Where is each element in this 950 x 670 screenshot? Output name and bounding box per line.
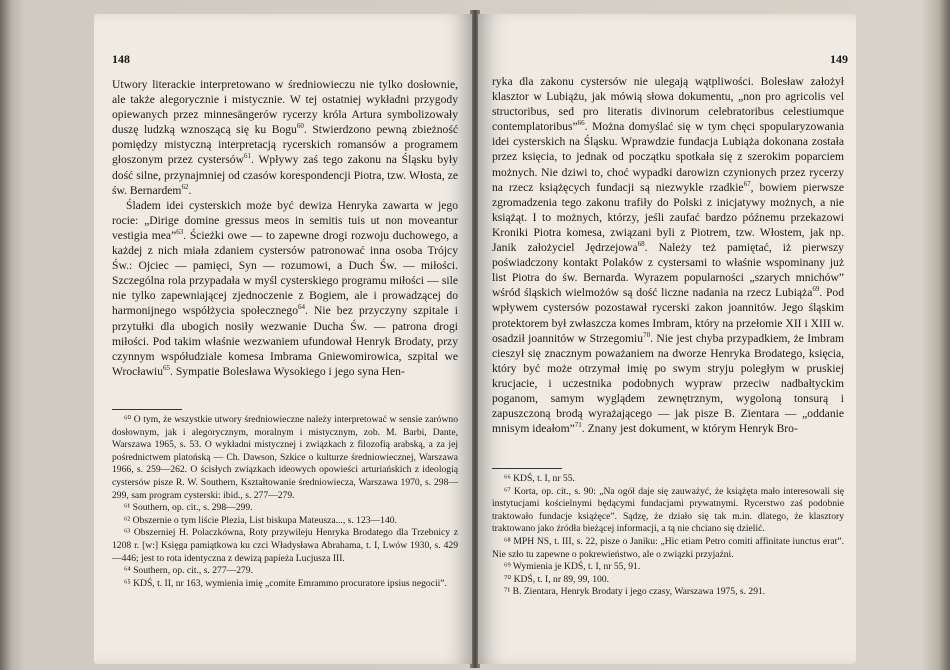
footnote: ⁶¹ Southern, op. cit., s. 298—299.: [124, 502, 253, 514]
left-page: [94, 14, 472, 664]
footnote-ref: 70: [643, 330, 651, 339]
main-text: [492, 74, 844, 436]
right-page: [478, 14, 856, 664]
footnote: ⁶⁴ Southern, op. cit., s. 277—279.: [124, 565, 254, 577]
footnote-ref: 62: [181, 182, 189, 191]
footnote: ⁷⁰ KDŚ, t. I, nr 89, 99, 100.: [504, 573, 609, 585]
footnote-ref: 66: [577, 119, 585, 128]
footnote-ref: 65: [163, 363, 171, 372]
footnote: ⁶⁵ KDŚ, t. II, nr 163, wymienia imię „comite Emrammo procuratore ipsius negocii”.: [124, 577, 447, 589]
footnote-ref: 68: [637, 240, 645, 249]
footnote: ⁷¹ B. Zientara, Henryk Brodaty i jego czasy, Warszawa 1975, s. 291.: [504, 586, 766, 598]
footnote-ref: 61: [243, 152, 251, 161]
footnote: ⁶⁷ Korta, op. cit., s. 90: „Na ogół daje się zauważyć, że książęta mało interesowali się instytucjami kościelnymi będącymi fundacjami prywatnymi. Rycerstwo zaś podobnie traktowało fundacje książęce”. Sądzę, że działo się tak m.in. dlatego, że klasztory traktowano jako źródła bieżącej informacji, a tą nie chciano się dzielić.: [492, 485, 844, 535]
footnote: ⁶⁶ KDŚ, t. I, nr 55.: [504, 473, 575, 484]
footnote: ⁶² Obszernie o tym liście Plezia, List biskupa Mateusza..., s. 123—140.: [124, 514, 397, 526]
page-number: 149: [830, 52, 848, 66]
paragraph: Utwory literackie interpretowano w średniowieczu nie tylko dosłownie, ale także alegorycznie i mistycznie. W tej ostatniej wykładni przygody opiewanych przez minnesängerów rycerzy króla Artura symbolizowały duszę ludzką wznoszącą się ku Bogu$^{60}$. Stwierdzono pewną zbieżność pomiędzy mistyczną interpretacją rycerskich romansów a programem głoszonym przez cystersów$^{61}$. Wpływy zaś tego zakonu na Śląsku były dość silne, przynajmniej od czasów korespondencji Piotra, tzw. Włosta, ze św. Bernardem$^{62}$.: [112, 78, 458, 197]
footnote-ref: 67: [743, 179, 751, 188]
main-text: [112, 77, 458, 379]
paragraph: ryka dla zakonu cystersów nie ulegają wątpliwości. Bolesław założył klasztor w Lubiążu, jak mówią słowa dokumentu, „non pro agricolis vel structoribus, sed pro literatis divinorum celebratoribus celestiumque contemplatoribus”$^{66}$. Można domyślać się w tym chęci spopularyzowania idei cysterskich na Śląsku. Wprawdzie fundacja Lubiąża dokonana została przez księcia, to jednak od początku spotkała się z szerokim poparciem możnych. Nie dziwi to, choć wypadki darowizn czynionych przez rycerzy na rzecz książęcych fundacji są niezwykle rzadkie$^{67}$, bowiem pierwsze zgromadzenia tego zakonu trafiły do Polski z inicjatywy możnych, a nie książąt. I to możnych, którzy, jeśli zaufać bardzo późnemu przekazowi Kroniki Piotra komesa, związani byli z Piotrem, tzw. Włostem, jak np. Janik założyciel Jędrzejowa$^{68}$. Należy też pamiętać, iż pierwszy poświadczony kontakt Polaków z cystersami to właśnie wspominany już list Piotra do św. Bernarda. Wyrazem popularności „szarych mnichów” wśród śląskich wielmożów są dość liczne nadania na rzecz Lubiąża$^{69}$. Pod wpływem cystersów pozostawał rycerski zakon joannitów. Jego śląskim protektorem był zwłaszcza komes Imbram, który na przełomie XII i XIII w. osadził joannitów w Strzegomiu$^{70}$. Nie jest chyba przypadkiem, że Imbram cieszył się znacznym poważaniem na dworze Henryka Brodatego, księcia, który być może otrzymał imię po swym stryju poległym w pruskiej krucjacie, i uczestnika podobnych wypraw przeciw nadbałtyckim poganom, samym wyglądem zewnętrznym, wygoloną tonsurą i zapuszczoną brodą wyrażającego — jak pisze B. Zientara — „oddanie mnisym ideałom”$^{71}$. Znany jest dokument, w którym Henryk Bro-: [492, 75, 845, 436]
footnote-ref: 71: [574, 421, 582, 430]
footnotes: [492, 473, 844, 599]
footnote: ⁶³ Obszerniej H. Polaczkówna, Roty przywileju Henryka Brodatego dla Trzebnicy z 1208 r. [w:] Księga pamiątkowa ku czci Władysława Abrahama, t. I, Lwów 1930, s. 429—446; jest to rota identyczna z dewizą papieża Lucjusza III.: [112, 527, 458, 564]
footnote-ref: 60: [296, 122, 304, 131]
footnote-separator: [492, 468, 562, 469]
footnote-separator: [112, 409, 182, 410]
footnotes: [112, 414, 458, 590]
page-number: 148: [112, 52, 130, 66]
footnote: ⁶⁰ O tym, że wszystkie utwory średniowieczne należy interpretować w sensie zarówno dosłownym, jak i alegorycznym, moralnym i mistycznym, zob. M. Barbi, Dante, Warszawa 1965, s. 53. O wykładni mistycznej i związkach z filozofią arabską, a za jej pośrednictwem platońską — Ch. Dawson, Szkice o kulturze średniowiecznej, Warszawa 1966, s. 259—262. O ścisłych związkach ideowych opowieści arturiańskich z ideologią cystersów pisze R. W. Southern, Kształtowanie średniowiecza, Warszawa 1970, s. 298—299, sam program cysterski: ibid., s. 277—279.: [112, 414, 458, 501]
footnote-ref: 63: [176, 228, 184, 237]
footnote-ref: 64: [298, 303, 305, 312]
paragraph: Śladem idei cysterskich może być dewiza Henryka zawarta w jego rocie: „Dirige domine gressus meos in semitis tuis ut non moveantur vestigia mea”$^{63}$. Ścieżki owe — to zapewne drogi rozwoju duchowego, a każdej z nich miała zdaniem cystersów patronować inna osoba Trójcy Św.: Ojciec — pamięci, Syn — rozumowi, a Duch Św. — miłości. Szczególna rola przypadała w myśl cysterskiego programu miłości — sile nie tylko zapewniającej zjednoczenie z Bogiem, ale i prowadzącej do harmonijnego współżycia społecznego$^{64}$. Nie bez przyczyny szpitale i przytułki dla ubogich nosiły wezwanie Ducha Św. — patrona drogi miłości. Pod takim właśnie wezwaniem ufundował Henryk Brodaty, przy czynnym współudziale komesa Imbrama Gniewomirowica, szpital we Wrocławiu$^{65}$. Sympatie Bolesława Wysokiego i jego syna Hen-: [112, 198, 458, 378]
footnote: ⁶⁸ MPH NS, t. III, s. 22, pisze o Janiku: „Hic etiam Petro comiti affinitate iunctus erat”. Nie szło tu zapewne o pokrewieństwo, ale o związki przyjaźni.: [492, 535, 844, 560]
footnote-ref: 69: [812, 285, 820, 294]
footnote: ⁶⁹ Wymienia je KDŚ, t. I, nr 55, 91.: [504, 561, 641, 573]
